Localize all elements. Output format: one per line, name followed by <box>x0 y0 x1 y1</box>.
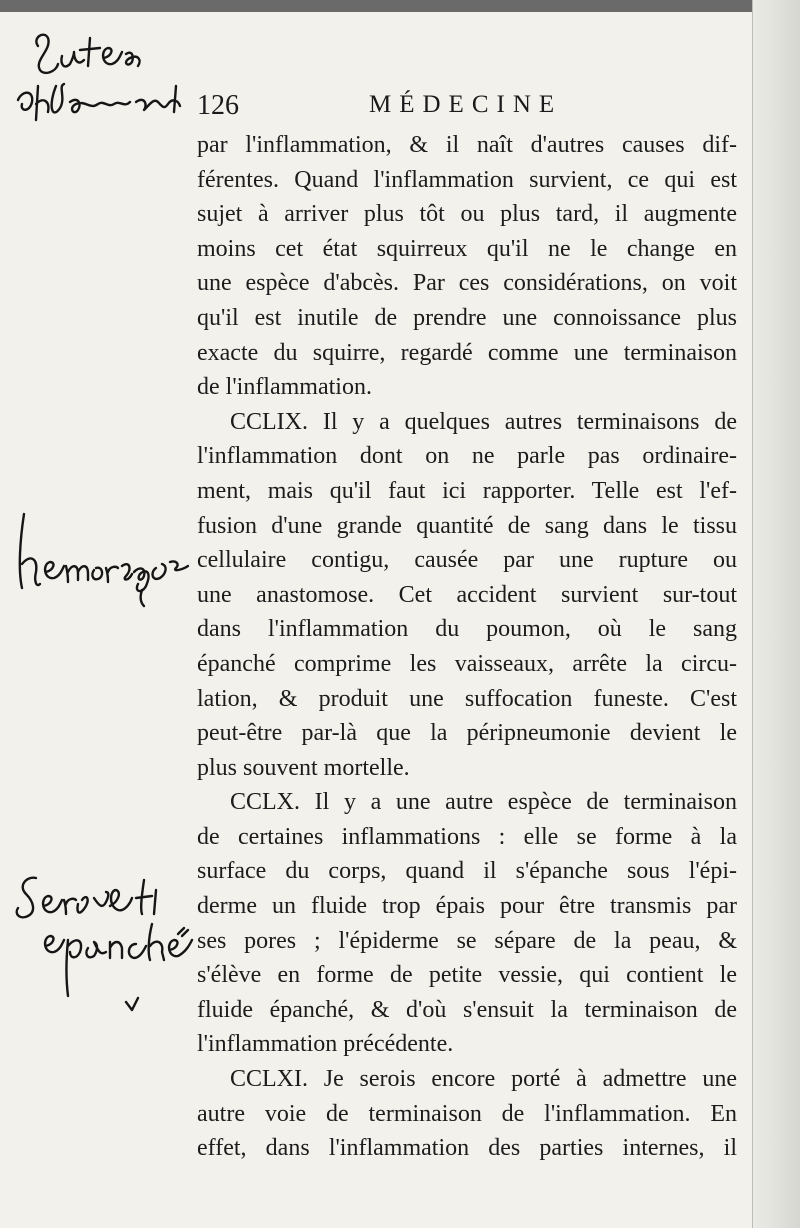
text-line: de l'inflammation. <box>197 374 372 401</box>
paragraph-cclxi <box>197 1062 737 1166</box>
text-line: CCLIX. Il y a quelques autres terminaisons de <box>230 408 737 435</box>
text-line: férentes. Quand l'inflammation survient, ce qui est <box>197 166 737 193</box>
text-line: autre voie de terminaison de l'inflammation. En <box>197 1100 737 1127</box>
text-line: épanché comprime les vaisseaux, arrête la circu- <box>197 650 737 677</box>
margin-note-bottom-handwriting <box>6 870 196 1020</box>
running-head-title: MÉDECINE <box>369 91 563 118</box>
text-line: ment, mais qu'il faut ici rapporter. Telle est l'ef- <box>197 477 737 504</box>
text-line: ses pores ; l'épiderme se sépare de la peau, & <box>197 927 737 954</box>
paragraph-cclix <box>197 405 737 786</box>
page-body-text <box>197 128 737 1166</box>
text-line: qu'il est inutile de prendre une connoissance plus <box>197 304 737 331</box>
text-line: de certaines inflammations : elle se forme à la <box>197 823 737 850</box>
text-line: peut-être par-là que la péripneumonie devient le <box>197 720 737 747</box>
page-fold-line <box>752 0 753 1228</box>
scan-top-edge <box>0 0 800 12</box>
text-line: s'élève en forme de petite vessie, qui contient le <box>197 962 737 989</box>
text-line: CCLX. Il y a une autre espèce de terminaison <box>230 789 737 816</box>
page-number: 126 <box>197 90 239 121</box>
text-line: une anastomose. Cet accident survient sur-tout <box>197 581 737 608</box>
text-line: CCLXI. Je serois encore porté à admettre une <box>230 1066 737 1093</box>
text-line: dans l'inflammation du poumon, où le sang <box>197 616 737 643</box>
text-line: fluide épanché, & d'où s'ensuit la terminaison de <box>197 996 737 1023</box>
text-line: sujet à arriver plus tôt ou plus tard, il augmente <box>197 201 737 228</box>
text-line: une espèce d'abcès. Par ces considérations, on voit <box>197 270 737 297</box>
paragraph-cclx <box>197 785 737 1062</box>
text-line: fusion d'une grande quantité de sang dans le tissu <box>197 512 737 539</box>
text-line: derme un fluide trop épais pour être transmis par <box>197 893 737 920</box>
text-line: lation, & produit une suffocation funeste. C'est <box>197 685 737 712</box>
text-line: exacte du squirre, regardé comme une terminaison <box>197 339 737 366</box>
text-line: surface du corps, quand il s'épanche sous l'épi- <box>197 858 737 885</box>
running-header <box>197 88 732 124</box>
text-line: par l'inflammation, & il naît d'autres causes dif- <box>197 132 737 158</box>
margin-note-top-handwriting <box>8 16 198 126</box>
text-line: moins cet état squirreux qu'il ne le change en <box>197 235 737 262</box>
margin-note-middle-handwriting <box>6 510 196 610</box>
text-line: effet, dans l'inflammation des parties internes, il <box>197 1135 737 1162</box>
text-line: l'inflammation dont on ne parle pas ordinaire- <box>197 443 737 470</box>
page-right-edge <box>752 0 800 1228</box>
text-line: l'inflammation précédente. <box>197 1031 454 1058</box>
text-line: plus souvent mortelle. <box>197 754 410 781</box>
paragraph-continuation <box>197 128 737 405</box>
text-line: cellulaire contigu, causée par une rupture ou <box>197 547 737 574</box>
